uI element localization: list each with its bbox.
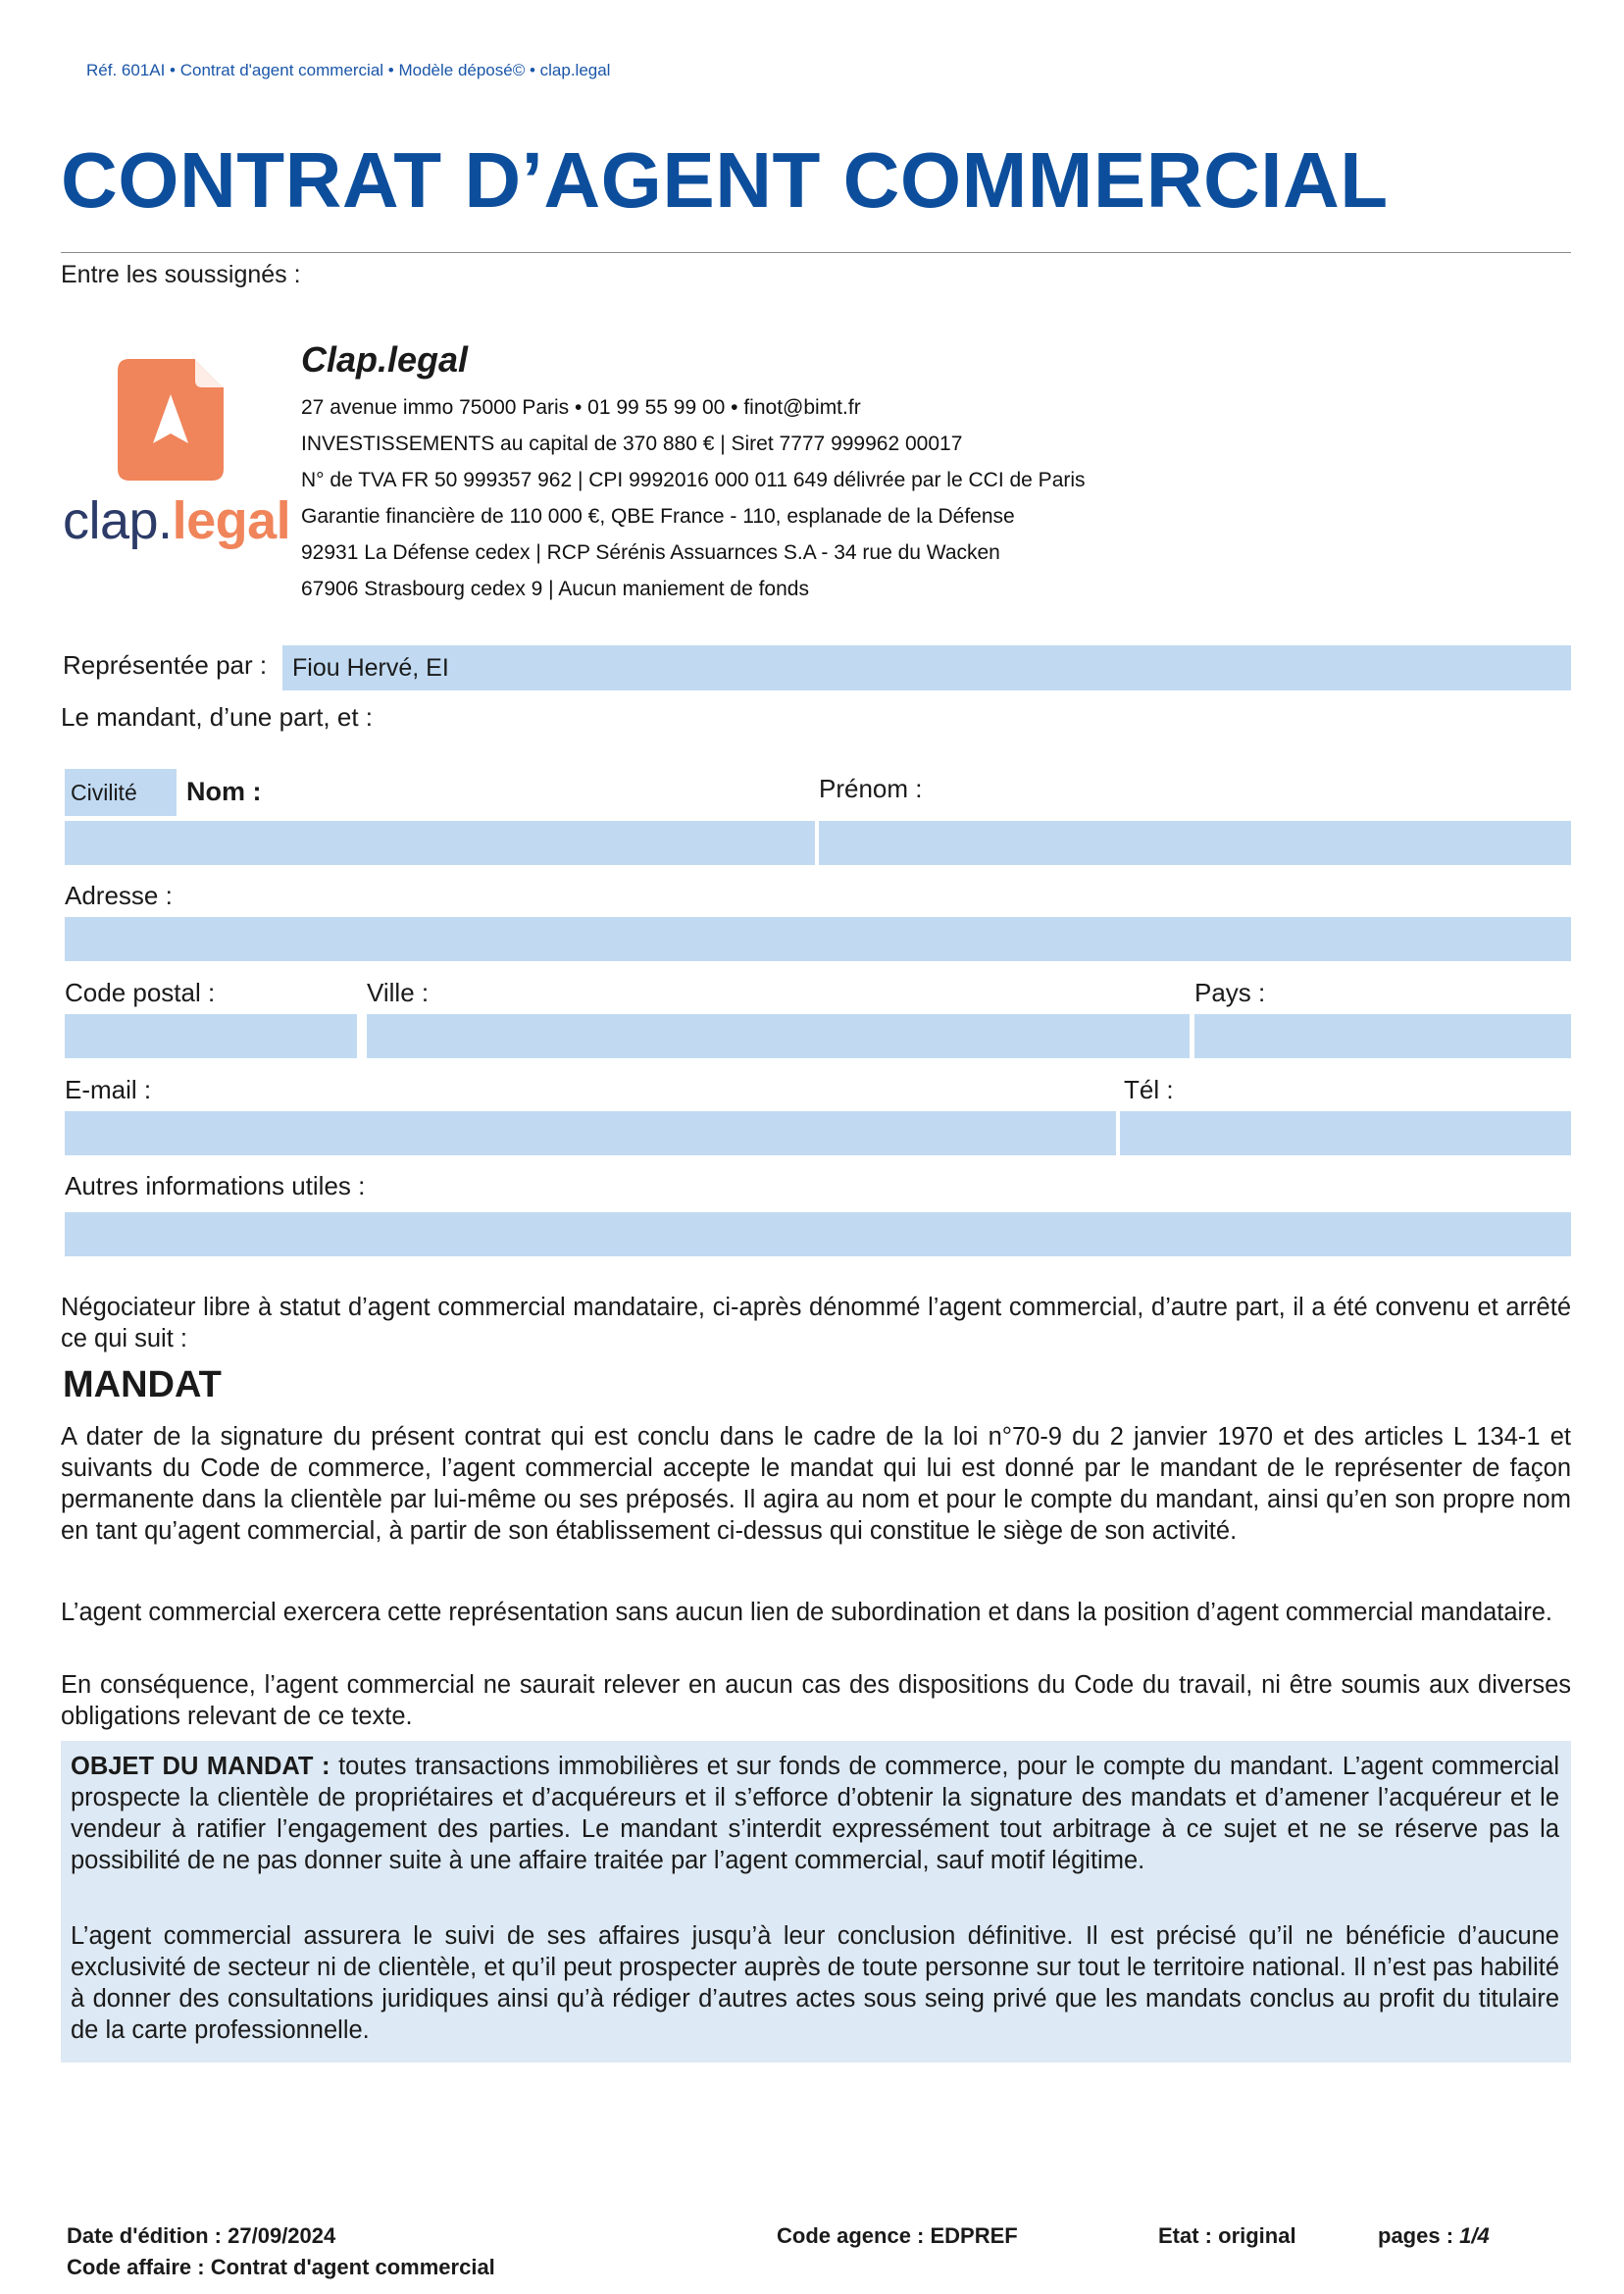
footer-code-affaire bbox=[67, 2255, 495, 2280]
agency-garantie-line: Garantie financière de 110 000 €, QBE France - 110, esplanade de la Défense bbox=[301, 505, 1015, 528]
footer-date-label: Date d'édition : bbox=[67, 2223, 223, 2248]
code-postal-label: Code postal : bbox=[65, 978, 216, 1007]
title-divider bbox=[61, 252, 1571, 253]
logo-text-clap: clap. bbox=[63, 491, 173, 550]
tel-label: Tél : bbox=[1124, 1075, 1174, 1104]
code-postal-field[interactable] bbox=[65, 1014, 357, 1058]
autres-infos-label: Autres informations utiles : bbox=[65, 1171, 366, 1200]
tel-field[interactable] bbox=[1120, 1111, 1571, 1155]
prenom-field[interactable] bbox=[819, 821, 1571, 865]
nom-label: Nom : bbox=[186, 777, 262, 806]
suivi-paragraph: L’agent commercial assurera le suivi de ses affaires jusqu’à leur conclusion définitive. Il est précisé qu’il ne bénéficie d’aucune exclusivité de secteur ni de clientèle, et qu’il peut prospecter auprès de toute personne sur tout le territoire national. Il n’est pas habilité à donner des consultations juridiques ainsi qu’à rédiger d’autres actes sous seing privé que les mandats conclus au profit du titulaire de la carte professionnelle. bbox=[71, 1922, 1559, 2044]
footer-etat bbox=[1158, 2223, 1296, 2249]
agency-capital-line: INVESTISSEMENTS au capital de 370 880 € | Siret 7777 999962 00017 bbox=[301, 433, 963, 455]
footer-date bbox=[67, 2223, 335, 2249]
between-text: Entre les soussignés : bbox=[61, 261, 301, 288]
page-title: CONTRAT D’AGENT COMMERCIAL bbox=[61, 136, 1389, 224]
agency-rcp-line: 92931 La Défense cedex | RCP Sérénis Assuarnces S.A - 34 rue du Wacken bbox=[301, 541, 1000, 564]
footer-code-affaire-label: Code affaire : bbox=[67, 2255, 205, 2279]
intro-paragraph: Négociateur libre à statut d’agent commercial mandataire, ci-après dénommé l’agent commercial, d’autre part, il a été convenu et arrêté ce qui suit : bbox=[61, 1294, 1571, 1352]
logo-text-legal: legal bbox=[172, 491, 291, 550]
represented-by-field[interactable] bbox=[282, 645, 1571, 690]
footer-date-value: 27/09/2024 bbox=[228, 2223, 336, 2248]
mandat-paragraph-3: En conséquence, l’agent commercial ne saurait relever en aucun cas des dispositions du Code du travail, ni être soumis aux diverses obligations relevant de ce texte. bbox=[61, 1671, 1571, 1730]
footer-pages bbox=[1378, 2223, 1490, 2249]
pays-label: Pays : bbox=[1194, 978, 1266, 1007]
ville-label: Ville : bbox=[367, 978, 430, 1007]
reference-line: Réf. 601AI • Contrat d'agent commercial • Modèle déposé© • clap.legal bbox=[86, 61, 611, 79]
objet-text: toutes transactions immobilières et sur fonds de commerce, pour le compte du mandant. L’agent commercial prospecte la clientèle de propriétaires et d’acquéreurs et il s’efforce d’obtenir la signature des mandats et d’amener l’acquéreur et le vendeur à ratifier l’engagement des parties. Le mandant s’interdit expressément tout arbitrage à ce sujet et ne se réserve pas la possibilité de ne pas donner suite à une affaire traitée par l’agent commercial, sauf motif légitime. bbox=[71, 1753, 1559, 1874]
pays-field[interactable] bbox=[1194, 1014, 1571, 1058]
footer-code-affaire-value: Contrat d'agent commercial bbox=[210, 2255, 495, 2279]
footer-etat-label: Etat : bbox=[1158, 2223, 1212, 2248]
objet-label: OBJET DU MANDAT : bbox=[71, 1753, 330, 1780]
mandat-paragraph-2: L’agent commercial exercera cette représentation sans aucun lien de subordination et dans la position d’agent commercial mandataire. bbox=[61, 1599, 1552, 1626]
objet-du-mandat-paragraph bbox=[71, 1751, 1559, 1876]
footer-pages-label: pages : bbox=[1378, 2223, 1454, 2248]
ville-field[interactable] bbox=[367, 1014, 1190, 1058]
footer-code-agence bbox=[777, 2223, 1018, 2249]
autres-infos-field[interactable] bbox=[65, 1212, 1571, 1256]
email-field[interactable] bbox=[65, 1111, 1116, 1155]
email-label: E-mail : bbox=[65, 1075, 152, 1104]
footer-code-agence-label: Code agence : bbox=[777, 2223, 925, 2248]
mandant-part-text: Le mandant, d’une part, et : bbox=[61, 702, 373, 732]
adresse-field[interactable] bbox=[65, 917, 1571, 961]
nom-field[interactable] bbox=[65, 821, 815, 865]
prenom-label: Prénom : bbox=[819, 774, 923, 803]
agency-address-line: 27 avenue immo 75000 Paris • 01 99 55 99 00 • finot@bimt.fr bbox=[301, 396, 861, 419]
mandat-heading: MANDAT bbox=[63, 1364, 222, 1405]
agency-name: Clap.legal bbox=[301, 339, 469, 380]
agency-fonds-line: 67906 Strasbourg cedex 9 | Aucun maniement de fonds bbox=[301, 578, 809, 600]
adresse-label: Adresse : bbox=[65, 881, 173, 910]
agency-tva-line: N° de TVA FR 50 999357 962 | CPI 9992016 000 011 649 délivrée par le CCI de Paris bbox=[301, 469, 1086, 491]
footer-pages-value: 1/4 bbox=[1459, 2223, 1490, 2248]
clap-legal-logo bbox=[63, 490, 290, 551]
footer-code-agence-value: EDPREF bbox=[930, 2223, 1018, 2248]
represented-by-value: Fiou Hervé, EI bbox=[292, 654, 449, 682]
represented-by-label: Représentée par : bbox=[63, 650, 268, 680]
document-logo-icon bbox=[118, 359, 224, 481]
footer-etat-value: original bbox=[1218, 2223, 1296, 2248]
mandat-paragraph-1: A dater de la signature du présent contrat qui est conclu dans le cadre de la loi n°70-9 du 2 janvier 1970 et des articles L 134-1 et suivants du Code de commerce, l’agent commercial accepte le mandat qui lui est donné par le mandant de le représenter de façon permanente dans la clientèle par lui-même ou ses préposés. Il agira au nom et pour le compte du mandant, ainsi qu’en son propre nom en tant qu’agent commercial, à partir de son établissement ci-dessus qui constitue le siège de son activité. bbox=[61, 1423, 1571, 1545]
civilite-label: Civilité bbox=[71, 780, 137, 805]
